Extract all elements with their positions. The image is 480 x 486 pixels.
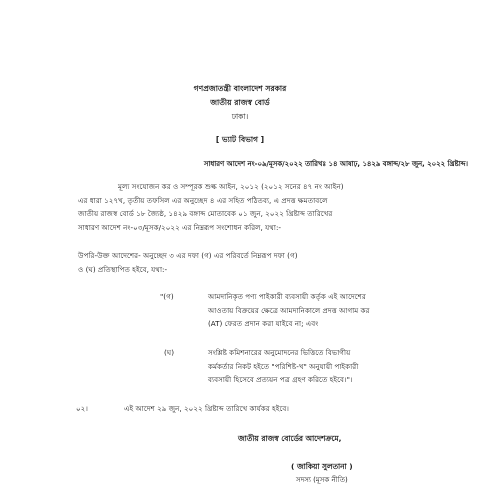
signatory-designation: সদস্য (মূসক নীতি) [296, 476, 348, 484]
clause-ga [160, 290, 460, 335]
clause-line: কর্মকর্তার নিকট হইতে "পরিশিষ্ট-খ" অনুযায়ী পাইকারী [208, 361, 359, 371]
item-number: ০২। [76, 404, 88, 413]
paragraph-line: মূল্য সংযোজন কর ও সম্পূরক শুল্ক আইন, ২০১২ (২০১২ সনের ৪৭ নং আইন) [118, 182, 344, 191]
clause-mark: "(গ) [160, 292, 174, 301]
by-order-line: জাতীয় রাজস্ব বোর্ডের আদেশক্রমে, [238, 434, 342, 443]
clause-line: (AT) ফেরত প্রদান করা যাইবে না; এবং [208, 319, 319, 328]
clause-body [208, 346, 448, 387]
paragraph-line: এর ধারা ১২৭খ, তৃতীয় তফসিল এর অনুচ্ছেদ ৪ এর সহিত পঠিতব্য, এ প্রদত্ত ক্ষমতাবলে [78, 195, 328, 205]
city-heading: ঢাকা। [231, 112, 249, 121]
clause-line: আওতায় বিক্রয়ের ক্ষেত্রে আমদানিকালে প্রদত্ত আগাম কর [208, 305, 370, 315]
clause-body [208, 290, 448, 331]
paragraph-line: উপরি-উক্ত আদেশের- অনুচ্ছেদ ৩ এর দফা (গ) এর পরিবর্তে নিম্নরূপ দফা (গ) [78, 251, 298, 260]
paragraph-line: জাতীয় রাজস্ব বোর্ড ১৮ জ্যৈষ্ঠ, ১৪২৯ বঙ্গাব্দ মোতাবেক ০১ জুন, ২০২২ খ্রিষ্টাব্দ তারিখের [78, 209, 333, 218]
paragraph-line: সাধারণ আদেশ নং-০৩/মূসক/২০২২ এর নিম্নরূপ সংশোধন করিল, যথা:- [78, 222, 281, 232]
paragraph-amendment-intro [78, 180, 436, 234]
clause-line: ব্যবসায়ী হিসেবে প্রত্যয়ন পত্র গ্রহণ করিতে হইবে।"। [208, 375, 353, 384]
department-label: [ ভ্যাট বিভাগ ] [215, 135, 265, 144]
clause-line: আমদানিকৃত পণ্য পাইকারী ব্যবসায়ী কর্তৃক এই আদেশের [208, 292, 366, 301]
clause-mark: (ঘ) [164, 348, 175, 357]
clause-line: সংশ্লিষ্ট কমিশনারের অনুমোদনের ভিত্তিতে বিভাগীয় [208, 348, 351, 357]
government-heading: গণপ্রজাতন্ত্রী বাংলাদেশ সরকার [193, 84, 287, 93]
signatory-name: ( জাকিয়া সুলতানা ) [291, 462, 353, 471]
item-text: এই আদেশ ২৯ জুন, ২০২২ খ্রিষ্টাব্দ তারিখে কার্যকর হইবে। [124, 404, 289, 413]
clause-gha [164, 346, 464, 391]
paragraph-line: ও (ঘ) প্রতিস্থাপিত হইবে, যথা:- [78, 264, 168, 274]
order-number-line: সাধারণ আদেশ নং-০৯/মূসক/২০২২ তারিখঃ ১৪ আষাঢ়, ১৪২৯ বঙ্গাব্দ/২৮ জুন, ২০২২ খ্রিষ্টাব্দ। [203, 160, 468, 168]
board-heading: জাতীয় রাজস্ব বোর্ড [210, 98, 270, 107]
paragraph-substitution [78, 249, 436, 276]
